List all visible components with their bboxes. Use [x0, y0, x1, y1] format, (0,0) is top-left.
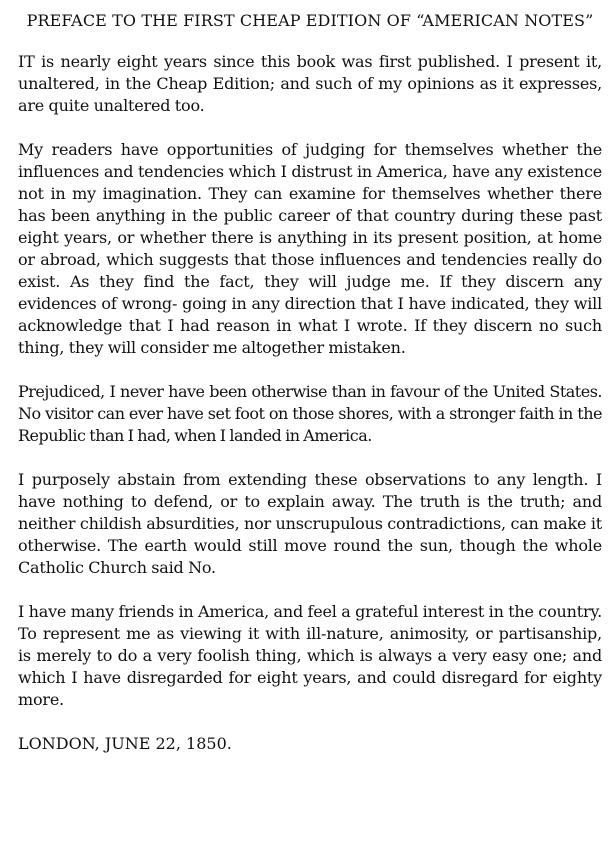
document-title: PREFACE TO THE FIRST CHEAP EDITION OF “AMERICAN NOTES”: [26, 11, 594, 30]
signoff-date: LONDON, JUNE 22, 1850.: [18, 734, 232, 753]
paragraph-intro: IT is nearly eight years since this book was first published. I present it, unaltered, in the Cheap Edition; and such of my opinions as it expresses, are quite unaltered too.: [18, 52, 602, 115]
paragraph-friends: I have many friends in America, and feel a grateful interest in the country. To represent me as viewing it with ill-nature, animosity, or partisanship, is merely to do a very foolish thing, which is always a very easy one; and which I have disregarded for eight years, and could disregard for eighty more.: [18, 602, 602, 709]
document-page: [18, 10, 602, 755]
paragraph-abstain: I purposely abstain from extending these observations to any length. I have nothing to defend, or to explain away. The truth is the truth; and neither childish absurdities, nor unscrupulous contradictions, can make it otherwise. The earth would still move round the sun, though the whole Catholic Church said No.: [18, 470, 602, 577]
paragraph-prejudiced: Prejudiced, I never have been otherwise than in favour of the United States. No visitor can ever have set foot on those shores, with a stronger faith in the Republic than I had, when I landed in America.: [18, 382, 602, 445]
paragraph-readers-judgement: My readers have opportunities of judging for themselves whether the influences and tendencies which I distrust in America, have any existence not in my imagination. They can examine for themselves whether there has been anything in the public career of that country during these past eight years, or whether there is anything in its present position, at home or abroad, which suggests that those influences and tendencies really do exist. As they find the fact, they will judge me. If they discern any evidences of wrong- going in any direction that I have indicated, they will acknowledge that I had reason in what I wrote. If they discern no such thing, they will consider me altogether mistaken.: [18, 140, 602, 357]
